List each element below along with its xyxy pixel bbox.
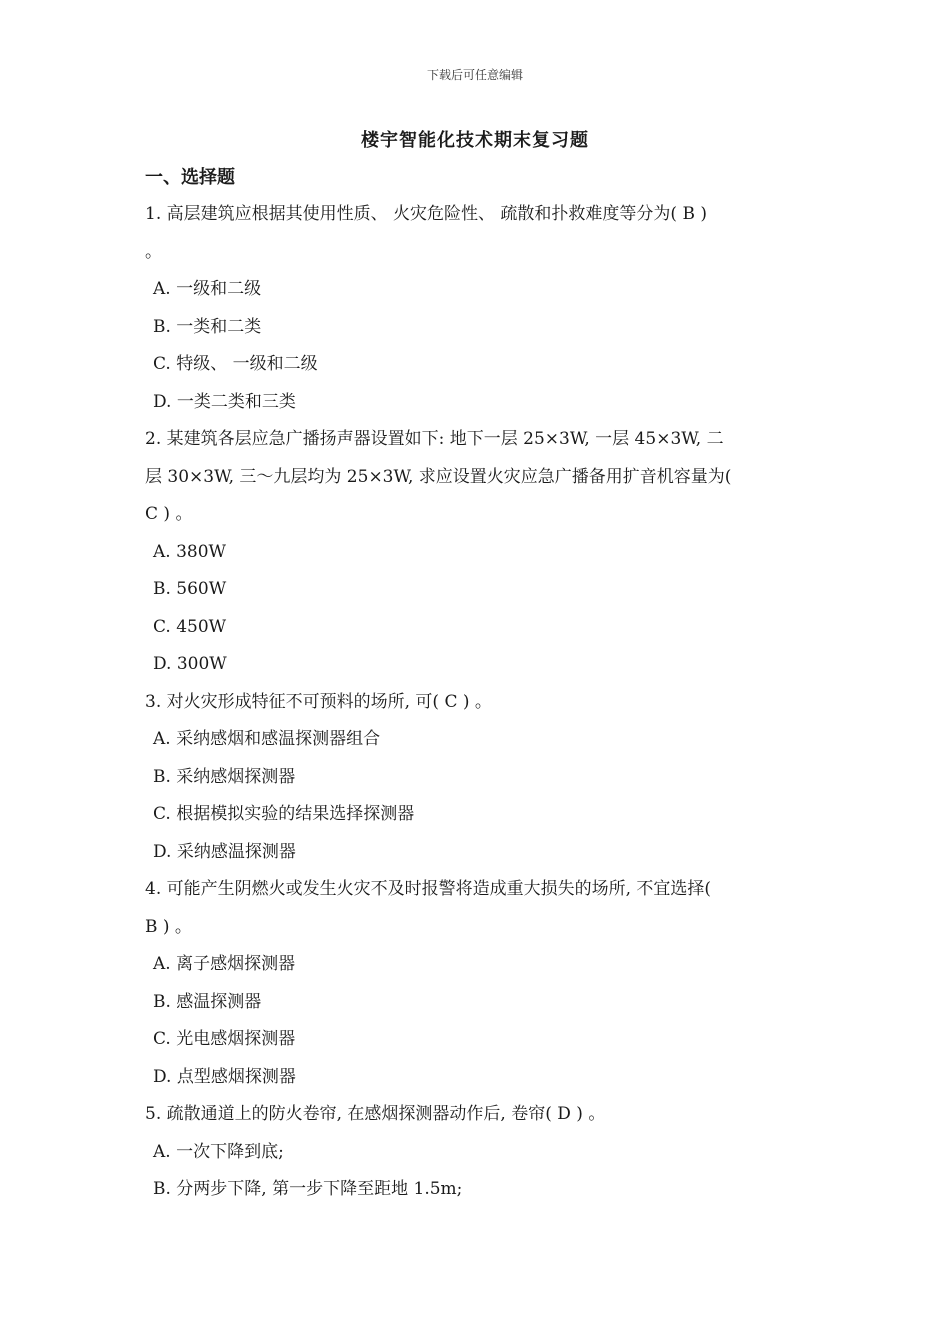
answer-option: C. 根据模拟实验的结果选择探测器 (153, 804, 415, 824)
answer-option: A. 离子感烟探测器 (153, 954, 296, 974)
page-header: 下载后可任意编辑 (426, 68, 523, 82)
answer-option: C. 450W (153, 616, 227, 637)
question-text: 4. 可能产生阴燃火或发生火灾不及时报警将造成重大损失的场所, 不宜选择( (145, 879, 712, 899)
question-text: 层 30×3W, 三～九层均为 25×3W, 求应设置火灾应急广播备用扩音机容量为( (145, 466, 732, 487)
answer-option: A. 一次下降到底; (153, 1141, 284, 1162)
answer-option: D. 点型感烟探测器 (153, 1066, 296, 1087)
question-text: 3. 对火灾形成特征不可预料的场所, 可( C ) 。 (145, 691, 492, 712)
answer-option: B. 560W (153, 579, 227, 599)
answer-option: C. 特级、 一级和二级 (153, 354, 318, 374)
answer-option: D. 采纳感温探测器 (153, 841, 296, 862)
question-list (145, 196, 815, 1209)
answer-option: B. 一类和二类 (153, 316, 262, 337)
answer-option: B. 分两步下降, 第一步下降至距地 1.5m; (153, 1179, 463, 1199)
document-title: 楼宇智能化技术期末复习题 (361, 130, 589, 151)
section-heading: 一、选择题 (145, 167, 235, 188)
answer-option: D. 一类二类和三类 (153, 391, 296, 412)
question-text: 5. 疏散通道上的防火卷帘, 在感烟探测器动作后, 卷帘( D ) 。 (145, 1104, 606, 1124)
answer-option: A. 一级和二级 (153, 279, 262, 299)
answer-option: A. 采纳感烟和感温探测器组合 (153, 729, 381, 749)
answer-option: D. 300W (153, 654, 227, 674)
question-text: 1. 高层建筑应根据其使用性质、 火灾危险性、 疏散和扑救难度等分为( B ) (145, 204, 707, 224)
question-text: 2. 某建筑各层应急广播扬声器设置如下: 地下一层 25×3W, 一层 45×3W, 二 (145, 429, 724, 449)
answer-option: B. 采纳感烟探测器 (153, 766, 296, 787)
question-text: 。 (145, 241, 162, 262)
question-text: B ) 。 (145, 916, 192, 937)
answer-option: C. 光电感烟探测器 (153, 1029, 296, 1049)
question-text: C ) 。 (145, 504, 193, 524)
answer-option: A. 380W (153, 541, 227, 562)
answer-option: B. 感温探测器 (153, 991, 262, 1012)
